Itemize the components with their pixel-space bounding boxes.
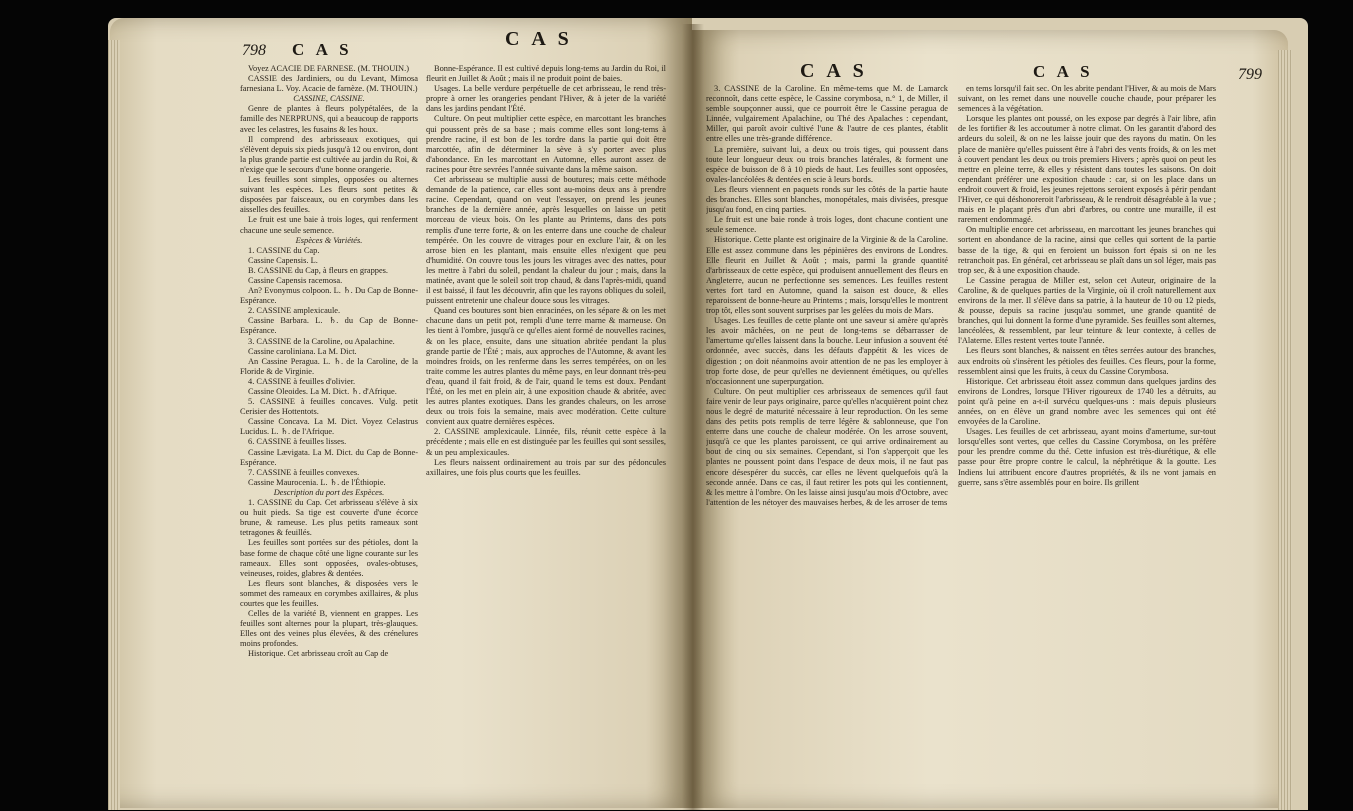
right-running-head-left: C A S bbox=[800, 60, 868, 82]
left-running-head-center: C A S bbox=[505, 28, 573, 50]
paragraph: Cet arbrisseau se multiplie aussi de boutures; mais cette méthode demande de la patience, car elles sont au-moins deux ans à prendre racine. Cependant, quand on veut l'essayer, on prend les jeunes branches de la dernière année, après lesquelles on laisse un petit morceau de vieux bois. On les plante au Printems, dans des pots remplis d'une terre forte, & on les enterre dans une couche de chaleur tempérée. On les couvre de vitrages pour en exclure l'air, & on les arrose bien en les plantant, mais ensuite elles n'exigent que peu d'humidité. On couvre tous les jours les vitrages avec des nattes, pour les mettre à l'abri du soleil, pendant la chaleur du jour ; mais, dans la matinée, avant que le soleil soit trop chaud, & dans l'après-midi, quand il est baissé, il faut les découvrir, afin que les rayons obliques du soleil, puissent entretenir une chaleur douce sous les vitrages. bbox=[426, 175, 666, 306]
paragraph: 1. CASSINE du Cap. bbox=[248, 245, 320, 255]
paragraph: Cassine Capensis. L. bbox=[248, 255, 318, 265]
paragraph: Celles de la variété B, viennent en grappes. Les feuilles sont alternes pour la plupart, très-glauques. Elles ont des veines plus élevées, & des crénelures moins profondes. bbox=[240, 609, 418, 649]
paragraph: An Cassine Peragua. L. ♄. de la Caroline, de la Floride & de Virginie. bbox=[240, 356, 418, 376]
paragraph: Quand ces boutures sont bien enracinées, on les sépare & on les met chacune dans un petit pot, rempli d'une terre marne & marneuse. On les tient à l'ombre, jusqu'à ce qu'elles aient formé de nouvelles racines, & on les place, ensuite, dans une situation abritée pendant la plus grande partie de l'Été ; mais, aux approches de l'Automne, & avant les moindres froids, on les renferme dans les serres tempérées, on on les traite comme les autres plantes du même pays, en leur donnant très-peu d'eau, quand il fait froid, & de l'air, quand le tems est doux. Pendant l'Été, on les met en plein air, à une exposition chaude & abritée, avec les autres plantes exotiques. Dans les grandes chaleurs, on les arrose deux ou trois fois la semaine, mais avec modération. Cette culture convient aux quatre dernières espèces. bbox=[426, 306, 666, 427]
paragraph: 2. CASSINE amplexicaule. Linnée, fils, réunit cette espèce à la précédente ; mais elle en est distinguée par les feuilles qui sont sessiles, & un peu amplexicaules. bbox=[426, 427, 666, 457]
paragraph: Le Cassine peragua de Miller est, selon cet Auteur, originaire de la Caroline, & de quelques parties de la Virginie, où il croît naturellement aux environs de la mer. Il s'élève dans sa patrie, à la hauteur de 10 ou 12 pieds, & pousse, depuis sa racine jusqu'au sommet, une grande quantité de branches, qui lui donnent la forme d'une pyramide. Ses feuilles sont alternes, lancéolées, & ressemblent, par leur teinture & leur contexte, à celles de l'Alaterne. Elles restent vertes toute l'année. bbox=[958, 275, 1216, 346]
left-page-number: 798 bbox=[242, 42, 266, 59]
paragraph: CASSINE, CASSINE. bbox=[293, 94, 365, 104]
left-column-2 bbox=[426, 64, 666, 754]
paragraph: Historique. Cet arbrisseau étoit assez commun dans quelques jardins des environs de Londres, lorsque l'Hiver rigoureux de 1740 les a détruits, au point qu'à peine en a-t-il survécu quelques-uns : mais depuis plusieurs années, on en élève un grand nombre avec les semences qui ont été envoyées de la Caroline. bbox=[958, 376, 1216, 427]
left-column-1 bbox=[240, 64, 418, 766]
paragraph: en tems lorsqu'il fait sec. On les abrite pendant l'Hiver, & au mois de Mars suivant, on les remet dans une nouvelle couche chaude, pour préparer les semences à la végétation. bbox=[958, 84, 1216, 114]
paragraph: CASSIE des Jardiniers, ou du Levant, Mimosa farnesiana L. Voy. Acacie de farnèze. (M. THOUIN.) bbox=[240, 74, 418, 94]
paragraph: Cassine Lævigata. La M. Dict. du Cap de Bonne-Espérance. bbox=[240, 447, 418, 467]
left-page-edges bbox=[108, 40, 120, 810]
paragraph: Cassine Barbara. L. ♄. du Cap de Bonne-Espérance. bbox=[240, 316, 418, 336]
paragraph: Culture. On peut multiplier cette espèce, en marcottant les branches qui poussent près de sa base ; mais comme elles sont long-tems à prendre racine, il est bon de les tordre dans la partie qui doit être marcottée, afin de déterminer la sève à s'y porter avec plus d'abondance. En les marcottant en Automne, elles auront assez de racines pour être sevrées l'année suivante dans la même saison. bbox=[426, 114, 666, 174]
paragraph: 2. CASSINE amplexicaule. bbox=[248, 306, 341, 316]
paragraph: Les fleurs viennent en paquets ronds sur les côtés de la partie haute des branches. Elles sont blanches, monopétales, mais divisées, presque jusqu'au fond, en cinq parties. bbox=[706, 184, 948, 215]
paragraph: Lorsque les plantes ont poussé, on les expose par degrés à l'air libre, afin de les fortifier & les accoutumer à notre climat. On les garantit d'abord des ardeurs du soleil, & on ne les laisse jouir que des rayons du matin. On les place de manière qu'elles puissent être à l'abri des vents froids, & on les met à couvert pendant les deux ou trois premiers Hivers ; après quoi on peut les mettre en pleine terre, & elles y résistent dans toutes les saisons. On doit cependant préférer une exposition chaude : car, si on les place dans un endroit couvert & froid, les jeunes rejettons seroient exposés à périr pendant l'Hiver, ce qui déshonoreroit l'arbrisseau, & le rendroit désagréable à la vue ; mais en le plaçant près d'un abri d'arbres, ou contre une muraille, il est rarement endommagé. bbox=[958, 114, 1216, 225]
paragraph: 5. CASSINE à feuilles concaves. Vulg. petit Cerisier des Hottentots. bbox=[240, 397, 418, 417]
paragraph: 4. CASSINE à feuilles d'olivier. bbox=[248, 376, 356, 386]
paragraph: 3. CASSINE de la Caroline, ou Apalachine. bbox=[248, 336, 395, 346]
paragraph: Cassine Oleoides. La M. Dict. ♄. d'Afrique. bbox=[248, 387, 397, 396]
left-running-head: C A S bbox=[292, 40, 353, 59]
paragraph: Les feuilles sont simples, opposées ou alternes suivant les espèces. Les fleurs sont petites & disposées par faisceaux, ou en corymbes dans les aisselles des feuilles. bbox=[240, 175, 418, 215]
paragraph: Les fleurs naissent ordinairement au trois par sur des pédoncules axillaires, une fois plus courts que les feuilles. bbox=[426, 457, 666, 477]
paragraph: Historique. Cet arbrisseau croît au Cap de bbox=[248, 649, 389, 659]
paragraph: 7. CASSINE à feuilles convexes. bbox=[248, 467, 360, 477]
paragraph: Bonne-Espérance. Il est cultivé depuis long-tems au Jardin du Roi, il fleurit en Juillet & Août ; mais il ne produit point de baies. bbox=[426, 64, 666, 84]
paragraph: B. CASSINE du Cap, à fleurs en grappes. bbox=[248, 265, 389, 275]
book-gutter bbox=[682, 24, 704, 810]
paragraph: Genre de plantes à fleurs polypétalées, de la famille des NERPRUNS, qui a beaucoup de rapports avec les celastres, les fusains & les houx. bbox=[240, 104, 418, 134]
paragraph: An? Evonymus colpoon. L. ♄. Du Cap de Bonne-Espérance. bbox=[240, 286, 418, 306]
paragraph: Les feuilles sont portées sur des pétioles, dont la base forme de chaque côté une ligne courante sur les rameaux. Elles sont opposées, ovales-obtuses, veineuses, roides, glabres & dentées. bbox=[240, 538, 418, 578]
right-page-edges bbox=[1278, 50, 1292, 810]
paragraph: Cassine Maurocenia. L. ♄. de l'Éthiopie. bbox=[248, 477, 386, 487]
right-column-1 bbox=[706, 84, 948, 784]
paragraph: 3. CASSINE de la Caroline. En même-tems que M. de Lamarck reconnoît, dans cette espèce, le Cassine corymbosa, n.° 1, de Miller, il semble soupçonner aussi, que ce pourroit être le Cassine peragua de Linnée, vulgairement Apalachine, ou Thé des Apalaches : cependant, Miller, qui paroît avoir cultivé l'une & l'autre de ces plantes, établit entre elles une très-grande différence. bbox=[706, 84, 948, 144]
paragraph: 6. CASSINE à feuilles lisses. bbox=[248, 437, 347, 447]
paragraph: Le fruit est une baie à trois loges, qui renferment chacune une seule semence. bbox=[240, 215, 418, 235]
paragraph: Historique. Cette plante est originaire de la Virginie & de la Caroline. Elle est assez commune dans les pépinières des environs de Londres. Elle fleurit en Juillet & Août ; mais, parmi la grande quantité d'arbrisseaux de cette espèce, qui produisent annuellement des fleurs en Angleterre, aucun ne perfectionne ses semences. Les feuilles restent vertes fort tard en Automne, quand la saison est douce, & elles reparoissent de bonne-heure au Printems ; mais, lorsqu'elles le montrent trop tôt, elles sont souvent surprises par les gelées du mois de Mars. bbox=[706, 235, 948, 316]
paragraph: La première, suivant lui, a deux ou trois tiges, qui poussent dans toute leur longueur deux ou trois branches latérales, & forment une espèce de buisson de 8 à 10 pieds de haut. Les feuilles sont opposées, ovales-lancéolées & dentées en scie à leurs bords. bbox=[706, 144, 948, 184]
paragraph: Les fleurs sont blanches, & naissent en têtes serrées autour des branches, aux endroits où s'insèrent les pétioles des feuilles. Ces fleurs, pour la forme, ressemblent ainsi que les fruits, à ceux du Cassine Corymbosa. bbox=[958, 346, 1216, 376]
right-page-number: 799 bbox=[1238, 66, 1262, 83]
paragraph: Il comprend des arbrisseaux exotiques, qui s'élèvent depuis six pieds jusqu'à 12 ou environ, dont la plus grande partie est cultivée au jardin du Roi, & n'exige que le secours d'une bonne orangerie. bbox=[240, 134, 418, 174]
paragraph: Cassine Concava. La M. Dict. Voyez Celastrus Lucidus. L. ♄. de l'Afrique. bbox=[240, 417, 418, 437]
paragraph: 1. CASSINE du Cap. Cet arbrisseau s'élève à six ou huit pieds. Sa tige est couverte d'une écorce brune, & rameuse. Les plus petits rameaux sont tetragones & feuillés. bbox=[240, 498, 418, 538]
paragraph: Usages. Les feuilles de cette plante ont une saveur si amère qu'après les avoir mâchées, on ne peut de long-tems se débarrasser de l'amertume qu'elles laissent dans la bouche. Leur infusion a souvent été ordonnée, avec succès, dans les défauts d'appétit & les vices de digestion ; on doit néanmoins avoir attention de ne pas les employer à trop forte dose, de peur qu'elles ne deviennent émétiques, ou qu'elles n'occasionnent une superpurgation. bbox=[706, 316, 948, 386]
paragraph: Cassine Capensis racemosa. bbox=[248, 275, 343, 285]
paragraph: Voyez ACACIE DE FARNESE. (M. THOUIN.) bbox=[248, 64, 409, 73]
paragraph: Espèces & Variétés. bbox=[295, 235, 363, 245]
paragraph: Les fleurs sont blanches, & disposées vers le sommet des rameaux en corymbes axillaires, & plus courtes que les feuilles. bbox=[240, 578, 418, 608]
paragraph: Le fruit est une baie ronde à trois loges, dont chacune contient une seule semence. bbox=[706, 215, 948, 235]
right-running-head-right: C A S bbox=[1033, 62, 1094, 81]
paragraph: Culture. On peut multiplier ces arbrisseaux de semences qu'il faut faire venir de leur pays originaire, parce qu'elles n'acquièrent point chez nous le degré de maturité nécessaire à leur reproduction. On les seme dans des petits pots remplis de terre légère & sablonneuse, que l'on enterre dans une couche de chaleur modérée. On les arrose souvent, jusqu'à ce que les plantes paroissent, ce qui arrive ordinairement au bout de cinq ou six semaines. Cependant, si l'on s'apperçoit que les plantes ne poussent point dans l'espace de deux mois, il ne faut pas encore désespérer du succès, car elles ne lèvent quelquefois qu'à la seconde année. Dans ce cas, il faut retirer les pots qui les contiennent, & les mettre à l'ombre. On les laisse ainsi jusqu'au mois d'Octobre, avec l'attention de les nétoyer des mauvaises herbes, & de les arroser de tems bbox=[706, 386, 948, 507]
right-column-2 bbox=[958, 84, 1216, 796]
paragraph: Description du port des Espèces. bbox=[273, 487, 385, 497]
paragraph: On multiplie encore cet arbrisseau, en marcottant les jeunes branches qui sortent en abondance de la racine, ainsi que celles qui sortent de la partie basse de la tige, & qui en feroient un buisson fort épais si on ne les retranchoit pas. En général, cet arbrisseau se plaît dans un sol léger, mais pas trop sec, & à une exposition chaude. bbox=[958, 225, 1216, 275]
paragraph: Usages. La belle verdure perpétuelle de cet arbrisseau, le rend très-propre à orner les orangeries pendant l'Hiver, & à jeter de la variété dans les jardins pendant l'Été. bbox=[426, 84, 666, 114]
paragraph: Usages. Les feuilles de cet arbrisseau, ayant moins d'amertume, sur-tout lorsqu'elles sont vertes, que celles du Cassine Corymbosa, on les préfère pour les prendre comme du thé. Cette infusion est très-diurétique, & elle passe pour être propre contre le calcul, la néphrétique & la goutte. Les Indiens lui attribuent encore d'autres propriétés, & ils ne vont jamais en guerre, sans s'être assemblés pour en boire. Ils grillent bbox=[958, 427, 1216, 487]
paragraph: Cassine caroliniana. La M. Dict. bbox=[248, 346, 357, 356]
